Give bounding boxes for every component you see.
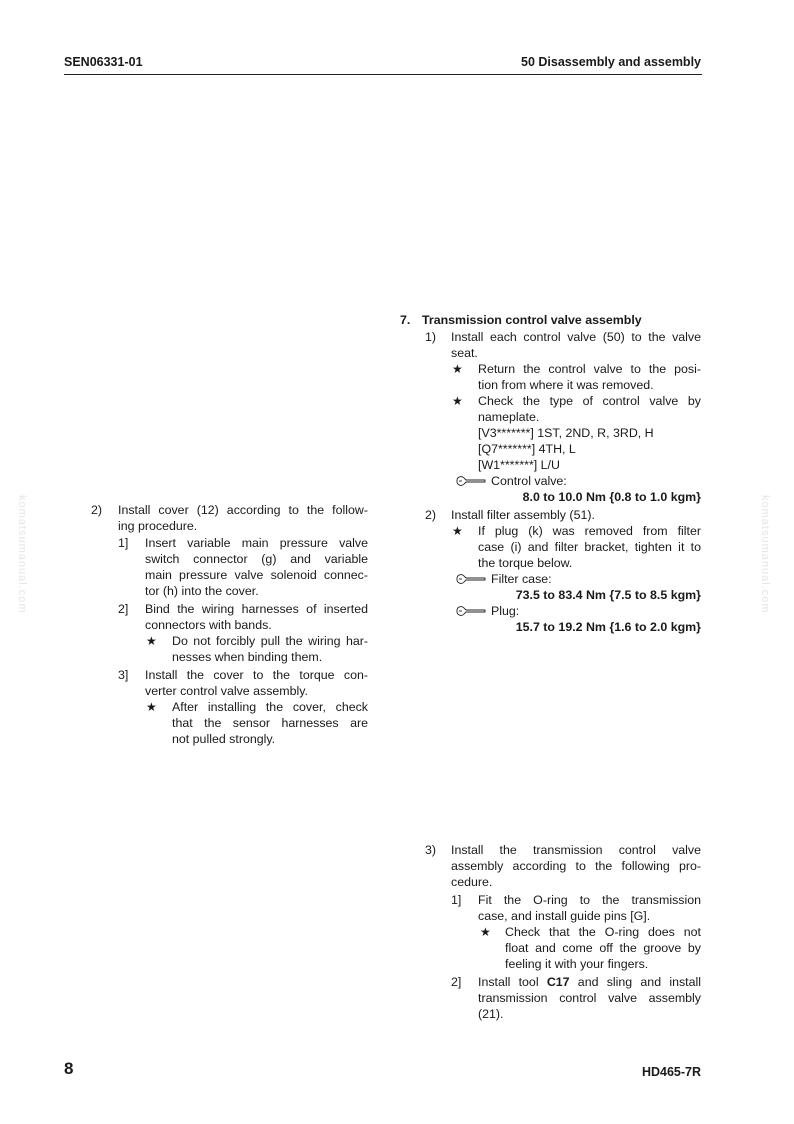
note-text: float and come off the groove by (505, 941, 701, 955)
note-text: case (i) and filter bracket, tighten it to (478, 540, 701, 554)
valve-type-line: [W1*******] L/U (478, 458, 560, 472)
valve-type-line: [Q7*******] 4TH, L (478, 442, 576, 456)
substep-text: switch connector (g) and variable (145, 552, 368, 566)
step-text: Install each control valve (50) to the valve (451, 330, 701, 344)
note-text: that the sensor harnesses are (172, 716, 368, 730)
substep-text: case, and install guide pins [G]. (478, 909, 651, 923)
note-text: tion from where it was removed. (478, 378, 654, 392)
star-icon: ★ (146, 634, 157, 648)
watermark-left: komatsumanual.com (16, 495, 28, 614)
note-text: Return the control valve to the posi- (478, 362, 701, 376)
torque-wrench-icon (456, 606, 486, 616)
substep-text: Insert variable main pressure valve (145, 536, 368, 550)
torque-label: Plug: (491, 604, 520, 618)
substep-text: main pressure valve solenoid connec- (145, 568, 368, 582)
step-text: assembly according to the following pro- (451, 859, 701, 873)
note-text: not pulled strongly. (172, 732, 276, 746)
note-text: If plug (k) was removed from filter (478, 524, 701, 538)
section-number: 7. (400, 313, 411, 327)
section-heading: Transmission control valve assembly (422, 313, 642, 327)
step-text: cedure. (451, 875, 493, 889)
substep-text: Bind the wiring harnesses of inserted (145, 602, 368, 616)
document-code: SEN06331-01 (64, 55, 143, 69)
substep-text: transmission control valve assembly (478, 991, 701, 1005)
substep-text-part: Install tool (478, 975, 547, 989)
note-text: feeling it with your fingers. (505, 957, 649, 971)
note-text: Do not forcibly pull the wiring har- (172, 634, 368, 648)
section-title: 50 Disassembly and assembly (521, 55, 701, 69)
torque-value: 15.7 to 19.2 Nm {1.6 to 2.0 kgm} (515, 620, 701, 634)
torque-value: 8.0 to 10.0 Nm {0.8 to 1.0 kgm} (522, 490, 701, 504)
watermark-right: komatsumanual.com (759, 495, 771, 614)
note-text: nameplate. (478, 410, 540, 424)
substep-text: verter control valve assembly. (145, 684, 308, 698)
substep-text: tor (h) into the cover. (145, 584, 259, 598)
substep-text (478, 974, 701, 990)
torque-wrench-icon (456, 476, 486, 486)
star-icon: ★ (452, 394, 463, 408)
page-number: 8 (64, 1059, 74, 1078)
note-text: the torque below. (478, 556, 573, 570)
torque-label: Control valve: (491, 474, 567, 488)
substep-number: 1] (118, 536, 129, 550)
step-text: Install cover (12) according to the follow- (118, 503, 368, 517)
note-text: nesses when binding them. (172, 650, 323, 664)
substep-number: 2] (118, 602, 129, 616)
step-number: 1) (425, 330, 437, 344)
note-text: After installing the cover, check (172, 700, 368, 714)
substep-text: (21). (478, 1007, 504, 1021)
note-text: Check that the O-ring does not (505, 925, 701, 939)
substep-text-part: and sling and install (569, 975, 702, 989)
torque-value: 73.5 to 83.4 Nm {7.5 to 8.5 kgm} (515, 588, 701, 602)
substep-text: Install the cover to the torque con- (145, 668, 368, 682)
star-icon: ★ (146, 700, 157, 714)
star-icon: ★ (452, 362, 463, 376)
torque-label: Filter case: (491, 572, 552, 586)
star-icon: ★ (452, 524, 463, 538)
header-rule (64, 74, 702, 75)
step-text: seat. (451, 346, 478, 360)
step-number: 3) (425, 843, 437, 857)
valve-type-line: [V3*******] 1ST, 2ND, R, 3RD, H (478, 426, 654, 440)
tool-code: C17 (546, 975, 570, 989)
star-icon: ★ (480, 925, 491, 939)
step-text: Install filter assembly (51). (451, 508, 595, 522)
torque-wrench-icon (456, 574, 486, 584)
step-text: Install the transmission control valve (451, 843, 701, 857)
model-name: HD465-7R (641, 1065, 701, 1079)
note-text: Check the type of control valve by (478, 394, 701, 408)
substep-number: 2] (451, 975, 462, 989)
step-text: ing procedure. (118, 519, 198, 533)
substep-text: Fit the O-ring to the transmission (478, 893, 701, 907)
substep-number: 3] (118, 668, 129, 682)
step-number: 2) (91, 503, 103, 517)
step-number: 2) (425, 508, 437, 522)
substep-text: connectors with bands. (145, 618, 272, 632)
substep-number: 1] (451, 893, 462, 907)
